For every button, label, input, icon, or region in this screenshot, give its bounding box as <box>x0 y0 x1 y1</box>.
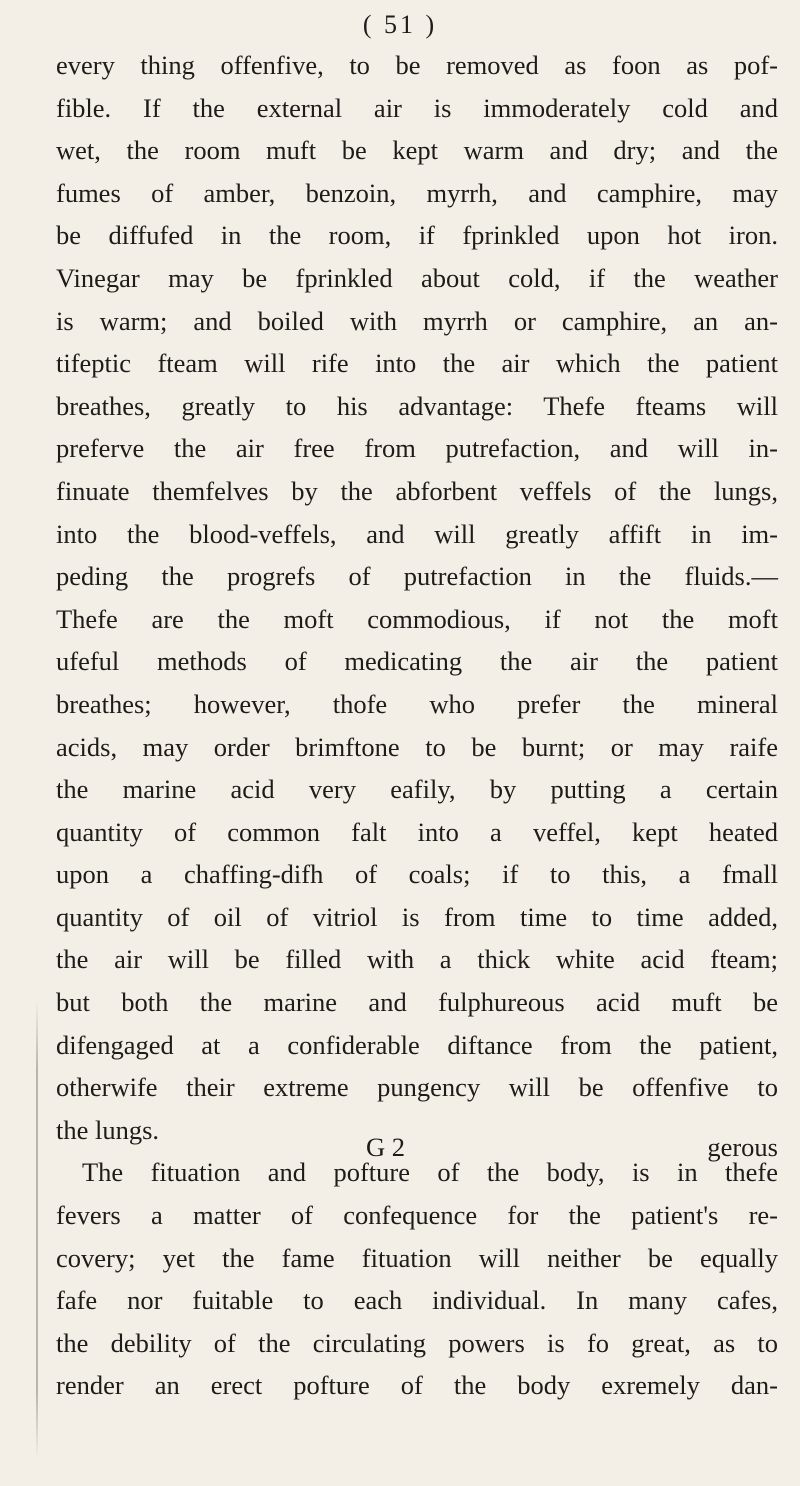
text-line: every thing offenfive, to be removed as foon as pof- <box>56 50 778 80</box>
text-line: be diffufed in the room, if fprinkled upon hot iron. <box>56 220 778 251</box>
text-line: covery; yet the fame fituation will neither be equally <box>56 1242 778 1273</box>
page-footer <box>56 1127 778 1167</box>
body-text <box>56 44 778 1407</box>
text-line: upon a chaffing-difh of coals; if to this, a fmall <box>56 859 778 890</box>
text-line: the lungs. <box>56 1114 160 1145</box>
text-line: quantity of common falt into a veffel, kept heated <box>56 816 778 847</box>
text-line: otherwife their extreme pungency will be offenfive to <box>56 1072 778 1103</box>
text-line: tifeptic fteam will rife into the air which the patient <box>56 348 778 379</box>
text-line: ufeful methods of medicating the air the patient <box>56 646 778 677</box>
text-line: into the blood-veffels, and will greatly affift in im- <box>56 518 778 549</box>
text-line: breathes; however, thofe who prefer the mineral <box>56 688 778 719</box>
text-line: the air will be filled with a thick white acid fteam; <box>56 944 778 975</box>
page-number: ( 51 ) <box>362 10 438 39</box>
text-line: the marine acid very eafily, by putting a certain <box>56 774 778 805</box>
text-line: acids, may order brimftone to be burnt; or may raife <box>56 731 778 762</box>
text-line: Thefe are the moft commodious, if not the moft <box>56 603 778 634</box>
text-line: preferve the air free from putrefaction, and will in- <box>56 433 778 464</box>
text-line: Vinegar may be fprinkled about cold, if the weather <box>56 262 778 293</box>
text-line: peding the progrefs of putrefaction in the fluids.— <box>56 561 778 592</box>
signature-mark: G 2 <box>366 1132 406 1162</box>
text-line: wet, the room muft be kept warm and dry; and the <box>56 135 778 166</box>
text-line: the debility of the circulating powers is fo great, as to <box>56 1327 778 1358</box>
text-line: fumes of amber, benzoin, myrrh, and camphire, may <box>56 177 778 208</box>
text-line: fafe nor fuitable to each individual. In many cafes, <box>56 1285 778 1316</box>
text-line: is warm; and boiled with myrrh or camphire, an an- <box>56 305 778 336</box>
text-line: difengaged at a confiderable diftance from the patient, <box>56 1029 778 1060</box>
text-line: fible. If the external air is immoderately cold and <box>56 92 778 123</box>
text-line: fevers a matter of confequence for the patient's re- <box>56 1200 778 1231</box>
text-line: breathes, greatly to his advantage: Thefe fteams will <box>56 390 778 421</box>
margin-shadow <box>36 1000 38 1460</box>
text-line: quantity of oil of vitriol is from time to time added, <box>56 901 778 932</box>
text-line: The fituation and pofture of the body, is in thefe <box>82 1157 778 1188</box>
text-line: but both the marine and fulphureous acid muft be <box>56 987 778 1018</box>
catchword: gerous <box>707 1132 778 1162</box>
text-line: finuate themfelves by the abforbent veffels of the lungs, <box>56 475 778 506</box>
text-line: render an erect pofture of the body exremely dan- <box>56 1370 778 1401</box>
